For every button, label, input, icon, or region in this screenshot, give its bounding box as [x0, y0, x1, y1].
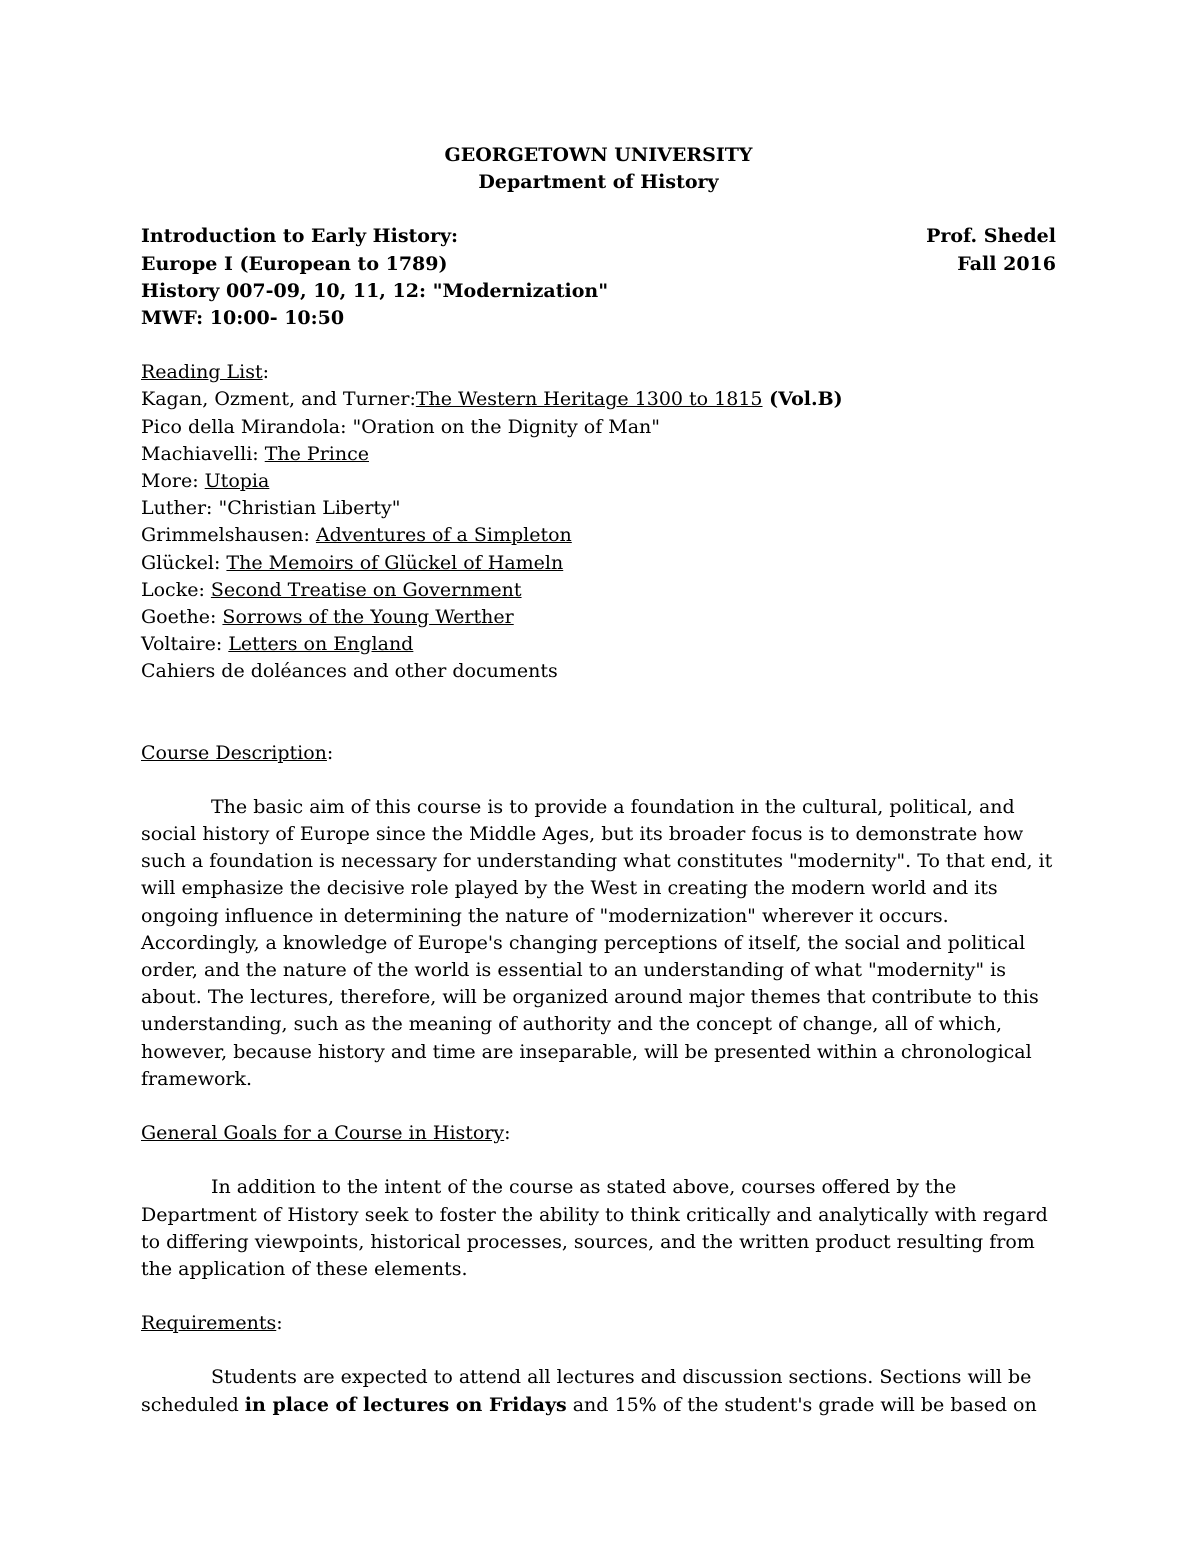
reading-suffix: "Oration on the Dignity of Man" [352, 415, 661, 438]
reading-title: Adventures of a Simpleton [315, 524, 572, 547]
reading-list-item [141, 441, 1056, 468]
course-description-body: The basic aim of this course is to provide a foundation in the cultural, political, and social history of Europe since the Middle Ages, but its broader focus is to demonstrate how such a foundation is necessary for understanding what constitutes "modernity". To that end, it will emphasize the decisive role played by the West in creating the modern world and its ongoing influence in determining the nature of "modernization" wherever it occurs. Accordingly, a knowledge of Europe's changing perceptions of itself, the social and political order, and the nature of the world is essential to an understanding of what "modernity" is about. The lectures, therefore, will be organized around major themes that contribute to this understanding, such as the meaning of authority and the concept of change, all of which, however, because history and time are inseparable, will be presented within a chronological framework. [141, 795, 1053, 1090]
reading-author: Voltaire: [141, 633, 229, 656]
course-info-row-2 [141, 251, 1056, 278]
department-name: Department of History [478, 171, 719, 194]
reading-author: Grimmelshausen: [141, 524, 316, 547]
reading-author: More: [141, 470, 205, 493]
reading-author: Glückel: [141, 551, 227, 574]
reading-list-item [141, 414, 1056, 441]
reading-list-item [141, 658, 1056, 685]
general-goals-body: In addition to the intent of the course as stated above, courses offered by the Department of History seek to foster the ability to think critically and analytically with regard to differing viewpoints, historical processes, sources, and the written product resulting from the application of these elements. [141, 1176, 1048, 1280]
reading-author: Locke: [141, 578, 211, 601]
reading-list-item [141, 495, 1056, 522]
requirements-heading: Requirements: [141, 1312, 283, 1335]
course-description-heading: Course Description: [141, 741, 334, 764]
course-number: History 007-09, 10, 11, 12: "Modernization" [141, 279, 609, 302]
course-schedule: MWF: 10:00- 10:50 [141, 307, 345, 330]
reading-title: Letters on England [228, 633, 414, 656]
reading-list-item [141, 631, 1056, 658]
reading-list-heading: Reading List: [141, 361, 270, 384]
reading-list-item [141, 577, 1056, 604]
course-term: Fall 2016 [957, 252, 1056, 275]
reading-suffix: "Christian Liberty" [218, 497, 401, 520]
course-info-row-1 [141, 223, 1056, 250]
reading-author: Pico della Mirandola: [141, 415, 353, 438]
reading-title: Sorrows of the Young Werther [222, 606, 514, 629]
reading-suffix: (Vol.B) [762, 388, 843, 411]
requirements-emphasis: in place of lectures on Fridays [244, 1393, 567, 1416]
reading-author: Kagan, Ozment, and Turner: [141, 388, 416, 411]
reading-list-item [141, 550, 1056, 577]
reading-list [141, 386, 1056, 685]
reading-list-item [141, 468, 1056, 495]
reading-title: The Memoirs of Glückel of Hameln [226, 551, 564, 574]
reading-author: Luther: [141, 497, 219, 520]
university-name: GEORGETOWN UNIVERSITY [444, 144, 753, 166]
requirements-body: Students are expected to attend all lectures and discussion sections. Sections will be scheduled in place of lectures on Fridays and 15% of the student's grade will be based on [141, 1366, 1037, 1416]
course-subtitle: Europe I (European to 1789) [141, 252, 448, 275]
reading-title: Second Treatise on Government [210, 578, 522, 601]
professor-name: Prof. Shedel [926, 225, 1056, 248]
reading-author: Cahiers de doléances and other documents [141, 660, 558, 683]
reading-list-item [141, 522, 1056, 549]
document-page [141, 142, 1056, 1419]
reading-title: Utopia [204, 470, 270, 493]
reading-list-item [141, 604, 1056, 631]
reading-title: The Western Heritage 1300 to 1815 [415, 388, 763, 411]
course-title: Introduction to Early History: [141, 225, 459, 248]
reading-list-item [141, 386, 1056, 413]
reading-title: The Prince [264, 442, 369, 465]
reading-author: Goethe: [141, 606, 223, 629]
general-goals-heading: General Goals for a Course in History: [141, 1122, 511, 1145]
reading-author: Machiavelli: [141, 442, 265, 465]
